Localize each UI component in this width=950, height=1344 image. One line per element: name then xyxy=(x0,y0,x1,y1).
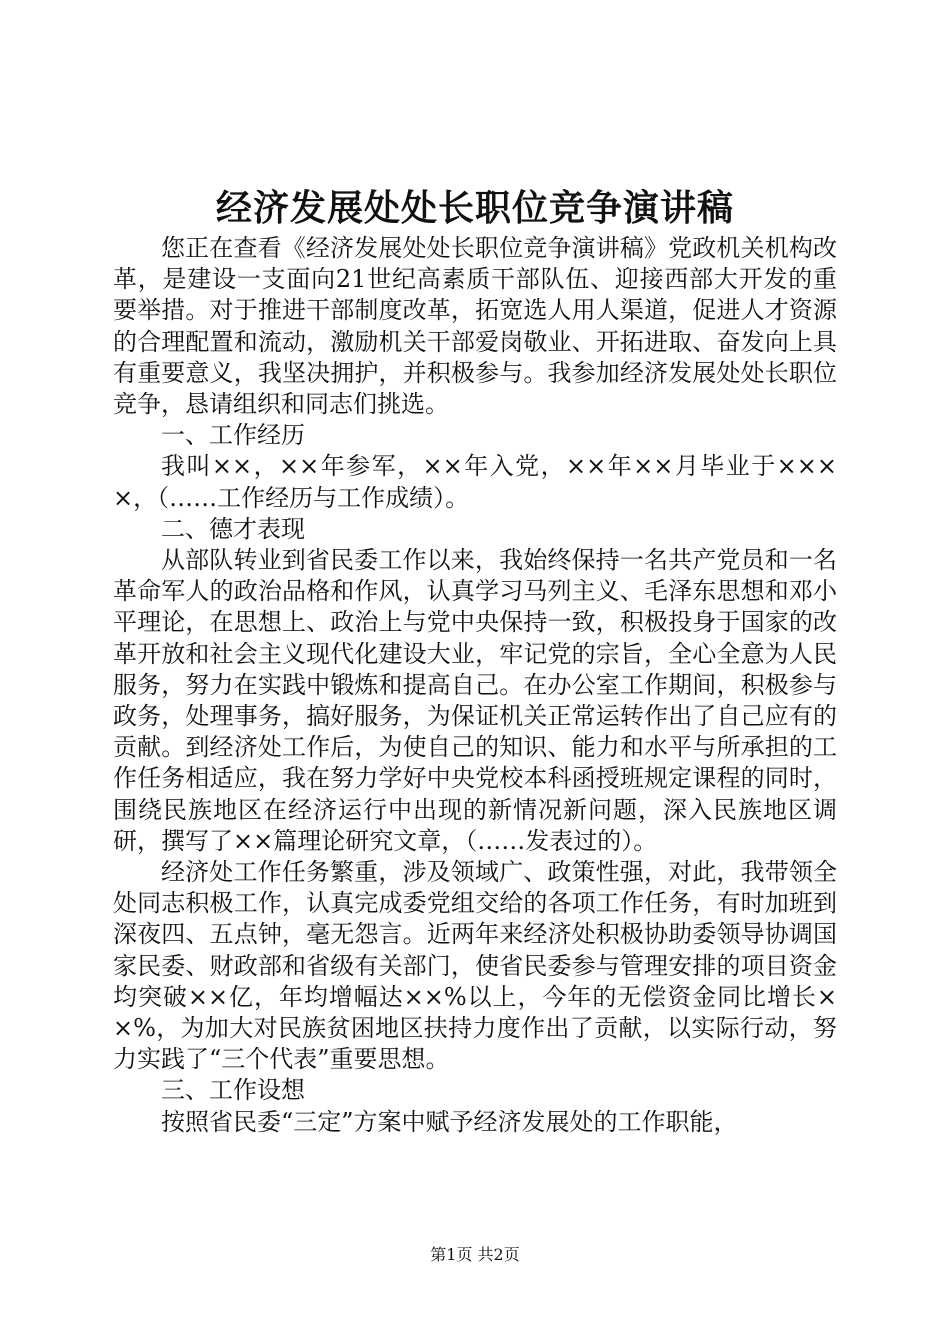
page-footer: 第1页 共2页 xyxy=(430,1245,520,1264)
document-body xyxy=(113,233,837,1138)
work-plan-paragraph: 按照省民委“三定”方案中赋予经济发展处的工作职能， xyxy=(161,1107,738,1136)
performance-paragraph-1: 从部队转业到省民委工作以来，我始终保持一名共产党员和一名革命军人的政治品格和作风，认真学习马列主义、毛泽东思想和邓小平理论，在思想上、政治上与党中央保持一致，积极投身于国家的改革开放和社会主义现代化建设大业，牢记党的宗旨，全心全意为人民服务，努力在实践中锻炼和提高自己。在办公室工作期间，积极参与政务，处理事务，搞好服务，为保证机关正常运转作出了自己应有的贡献。到经济处工作后，为使自己的知识、能力和水平与所承担的工作任务相适应，我在努力学好中央党校本科函授班规定课程的同时，围绕民族地区在经济运行中出现的新情况新问题，深入民族地区调研，撰写了××篇理论研究文章，（……发表过的）。 xyxy=(113,546,837,855)
intro-paragraph: 您正在查看《经济发展处处长职位竞争演讲稿》党政机关机构改革，是建设一支面向21世纪高素质干部队伍、迎接西部大开发的重要举措。对于推进干部制度改革，拓宽选人用人渠道，促进人才资源的合理配置和流动，激励机关干部爱岗敬业、开拓进取、奋发向上具有重要意义，我坚决拥护，并积极参与。我参加经济发展处处长职位竞争，恳请组织和同志们挑选。 xyxy=(113,234,837,419)
section-heading-work-experience: 一、工作经历 xyxy=(161,421,305,450)
work-experience-paragraph: 我叫××，××年参军，××年入党，××年××月毕业于××××，（……工作经历与工作成绩）。 xyxy=(113,452,837,512)
section-heading-performance: 二、德才表现 xyxy=(161,514,305,543)
performance-paragraph-2: 经济处工作任务繁重，涉及领域广、政策性强，对此，我带领全处同志积极工作，认真完成委党组交给的各项工作任务，有时加班到深夜四、五点钟，毫无怨言。近两年来经济处积极协助委领导协调国家民委、财政部和省级有关部门，使省民委参与管理安排的项目资金均突破××亿，年均增幅达××%以上，今年的无偿资金同比增长××%，为加大对民族贫困地区扶持力度作出了贡献，以实际行动，努力实践了“三个代表”重要思想。 xyxy=(113,858,837,1074)
section-heading-work-plan: 三、工作设想 xyxy=(161,1076,305,1105)
document-title: 经济发展处处长职位竞争演讲稿 xyxy=(215,187,734,229)
